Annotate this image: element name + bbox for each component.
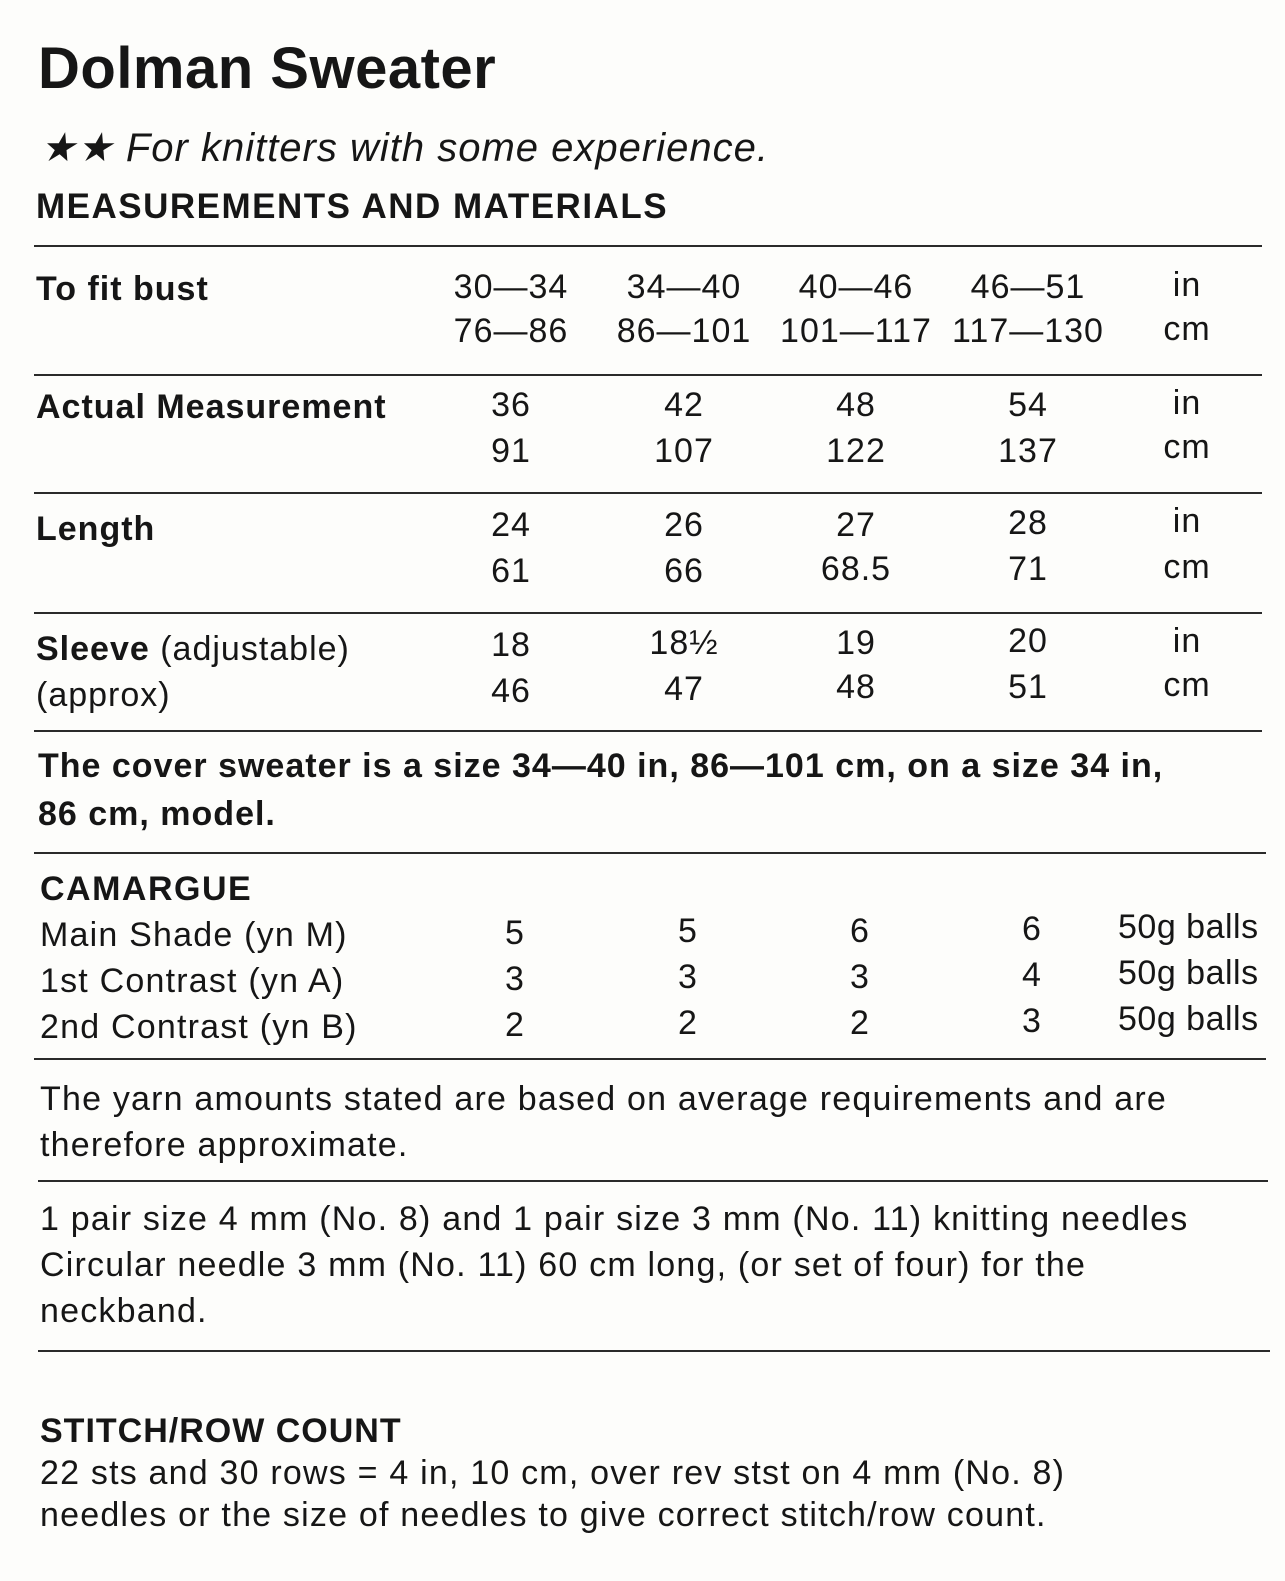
divider: [34, 1058, 1266, 1060]
divider: [34, 852, 1266, 854]
length-in-4: 28: [1008, 504, 1048, 542]
cover-note: [38, 742, 1163, 838]
page-title: Dolman Sweater: [38, 36, 497, 101]
yarn-note-line1: The yarn amounts stated are based on average requirements and are: [40, 1080, 1167, 1118]
yarn-heading: CAMARGUE: [40, 870, 253, 908]
sleeve-label: Sleeve (adjustable): [36, 630, 350, 668]
bust-cm-4: 117—130: [952, 312, 1104, 350]
yarn-value: 3: [850, 958, 870, 996]
yarn-value: 5: [505, 914, 525, 952]
cover-note-line1: The cover sweater is a size 34—40 in, 86—101 cm, on a size 34 in,: [38, 747, 1164, 785]
divider: [34, 612, 1262, 614]
yarn-unit: 50g balls: [1118, 908, 1259, 946]
yarn-value: 6: [1022, 910, 1042, 948]
yarn-unit: 50g balls: [1118, 1000, 1259, 1038]
yarn-value: 4: [1022, 956, 1042, 994]
actual-cm-2: 107: [654, 432, 714, 470]
sleeve-in-3: 19: [836, 624, 876, 662]
difficulty-subtitle: ★★ For knitters with some experience.: [40, 126, 769, 170]
needles-line2: Circular needle 3 mm (No. 11) 60 cm long, (or set of four) for the: [40, 1246, 1087, 1284]
actual-unit-cm: cm: [1163, 428, 1211, 466]
bust-in-4: 46—51: [970, 268, 1086, 306]
length-unit-cm: cm: [1163, 548, 1211, 586]
section-heading: MEASUREMENTS AND MATERIALS: [36, 187, 669, 226]
yarn-value: 2: [678, 1004, 698, 1042]
actual-in-1: 36: [491, 386, 531, 424]
length-cm-1: 61: [491, 552, 531, 590]
yarn-row-label: 2nd Contrast (yn B): [40, 1008, 358, 1046]
yarn-note-line2: therefore approximate.: [40, 1126, 409, 1164]
length-unit-in: in: [1172, 502, 1202, 540]
actual-in-3: 48: [836, 386, 876, 424]
yarn-value: 2: [505, 1006, 525, 1044]
divider: [34, 492, 1262, 494]
needles-line1: 1 pair size 4 mm (No. 8) and 1 pair size 3 mm (No. 11) knitting needles: [40, 1200, 1189, 1238]
actual-in-2: 42: [664, 386, 704, 424]
yarn-value: 5: [678, 912, 698, 950]
sleeve-in-2: 18½: [649, 624, 719, 662]
bust-cm-1: 76—86: [453, 312, 569, 350]
needles-line3: neckband.: [40, 1292, 208, 1330]
length-cm-4: 71: [1008, 550, 1048, 588]
bust-cm-3: 101—117: [780, 312, 932, 350]
yarn-value: 3: [1022, 1002, 1042, 1040]
sleeve-in-1: 18: [491, 626, 531, 664]
sleeve-cm-4: 51: [1008, 668, 1048, 706]
divider: [34, 730, 1262, 732]
divider: [34, 374, 1262, 376]
bust-in-2: 34—40: [626, 268, 742, 306]
length-in-2: 26: [664, 506, 704, 544]
length-in-1: 24: [491, 506, 531, 544]
bust-in-1: 30—34: [453, 268, 569, 306]
length-cm-2: 66: [664, 552, 704, 590]
stitch-line1: 22 sts and 30 rows = 4 in, 10 cm, over rev stst on 4 mm (No. 8): [40, 1454, 1066, 1492]
stitch-line2: needles or the size of needles to give correct stitch/row count.: [40, 1496, 1047, 1534]
actual-label: Actual Measurement: [36, 388, 387, 426]
yarn-row-label: 1st Contrast (yn A): [40, 962, 345, 1000]
sleeve-cm-2: 47: [664, 670, 704, 708]
yarn-value: 3: [678, 958, 698, 996]
actual-unit-in: in: [1172, 384, 1202, 422]
sleeve-label-approx: (approx): [36, 676, 171, 714]
yarn-value: 6: [850, 912, 870, 950]
yarn-value: 3: [505, 960, 525, 998]
length-cm-3: 68.5: [820, 550, 892, 588]
actual-in-4: 54: [1008, 386, 1048, 424]
divider: [38, 1350, 1270, 1352]
divider: [34, 245, 1262, 247]
actual-cm-1: 91: [491, 432, 531, 470]
bust-cm-2: 86—101: [616, 312, 752, 350]
sleeve-unit-cm: cm: [1163, 666, 1211, 704]
bust-unit-cm: cm: [1163, 310, 1211, 348]
yarn-row-label: Main Shade (yn M): [40, 916, 348, 954]
bust-label: To fit bust: [36, 270, 209, 308]
cover-note-line2: 86 cm, model.: [38, 795, 276, 833]
sleeve-in-4: 20: [1008, 622, 1048, 660]
bust-unit-in: in: [1172, 266, 1202, 304]
sleeve-cm-3: 48: [836, 668, 876, 706]
yarn-unit: 50g balls: [1118, 954, 1259, 992]
stitch-heading: STITCH/ROW COUNT: [40, 1412, 402, 1450]
sleeve-cm-1: 46: [491, 672, 531, 710]
actual-cm-4: 137: [998, 432, 1058, 470]
length-label: Length: [36, 510, 156, 548]
sleeve-unit-in: in: [1172, 622, 1202, 660]
divider: [38, 1180, 1268, 1182]
yarn-value: 2: [850, 1004, 870, 1042]
length-in-3: 27: [836, 506, 876, 544]
actual-cm-3: 122: [826, 432, 886, 470]
bust-in-3: 40—46: [798, 268, 914, 306]
